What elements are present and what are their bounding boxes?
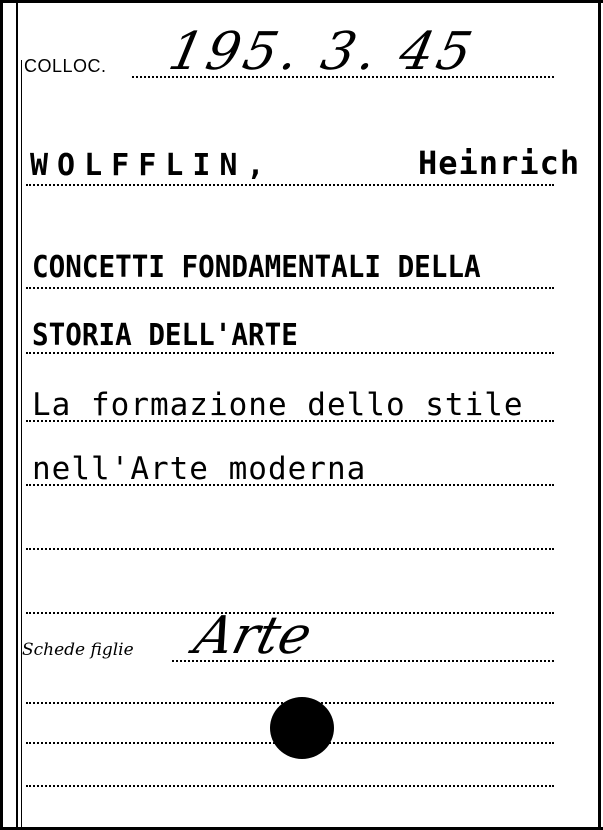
title-ruled-line-1	[26, 287, 554, 289]
title-line-3: La formazione dello stile	[32, 387, 524, 423]
colloc-value-handwritten: 195. 3. 45	[163, 22, 482, 82]
punch-hole	[270, 697, 334, 759]
title-ruled-line-4	[26, 484, 554, 486]
schede-figlie-ruled-line	[172, 660, 554, 662]
author-given-name: Heinrich	[418, 144, 581, 182]
title-line-4: nell'Arte moderna	[32, 451, 367, 487]
colloc-label: COLLOC.	[24, 56, 107, 76]
title-line-1: CONCETTI FONDAMENTALI DELLA	[32, 250, 481, 285]
blank-ruled-line-1	[26, 548, 554, 550]
card-left-edge	[0, 0, 3, 830]
schede-figlie-label: Schede figlie	[22, 640, 134, 660]
title-line-2: STORIA DELL'ARTE	[32, 318, 298, 353]
card-top-edge	[0, 0, 603, 3]
lower-ruled-line-3	[26, 785, 554, 787]
title-ruled-line-2	[26, 352, 554, 354]
author-surname: WOLFFLIN,	[30, 148, 274, 183]
author-ruled-line	[26, 184, 554, 186]
schede-figlie-handwritten: Arte	[188, 606, 318, 666]
margin-rule-outer	[16, 0, 18, 830]
card-right-edge	[598, 0, 601, 830]
colloc-ruled-line	[132, 76, 554, 78]
margin-rule-inner	[21, 60, 22, 830]
title-ruled-line-3	[26, 420, 554, 422]
